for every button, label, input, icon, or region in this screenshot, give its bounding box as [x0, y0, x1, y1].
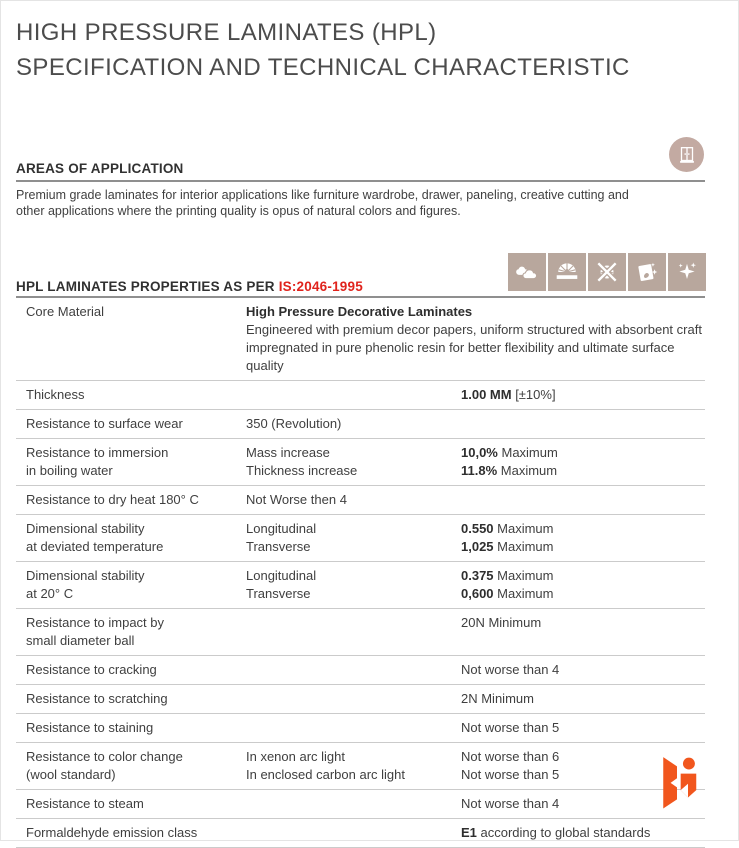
table-row: Dimensional stability at 20° C Longitudinal Transverse 0.375 Maximum 0,600 Maximum [16, 562, 705, 609]
table-row: Formaldehyde emission class E1 according to global standards [16, 819, 705, 848]
no-scouring-pad-icon [588, 253, 626, 291]
page-title-line2: SPECIFICATION AND TECHNICAL CHARACTERISTIC [16, 54, 630, 81]
table-row: Resistance to scratching 2N Minimum [16, 685, 705, 714]
property-icons [508, 253, 706, 291]
areas-underline [16, 180, 705, 182]
brand-logo-icon [655, 753, 699, 814]
page-title [16, 15, 630, 85]
properties-heading [16, 279, 363, 294]
table-row: Core Material High Pressure Decorative Laminates Engineered with premium decor papers, uniform structured with absorbent craft impregnated in pure phenolic resin for better flexibility and ultimate surface quality [16, 298, 705, 381]
areas-heading: AREAS OF APPLICATION [16, 161, 184, 176]
table-row: Resistance to impact by small diameter ball 20N Minimum [16, 609, 705, 656]
page-title-line1: HIGH PRESSURE LAMINATES (HPL) [16, 19, 437, 46]
table-row: Resistance to immersion in boiling water Mass increase Thickness increase 10,0% Maximum 11.8% Maximum [16, 439, 705, 486]
table-row: Thickness 1.00 MM [±10%] [16, 381, 705, 410]
areas-body: Premium grade laminates for interior applications like furniture wardrobe, drawer, paneling, creative cutting and other applications where the printing quality is opus of natural colors and figures. [16, 188, 629, 218]
abrasion-wheel-icon [548, 253, 586, 291]
properties-heading-standard: IS:2046-1995 [278, 279, 363, 294]
sparkle-shine-icon [668, 253, 706, 291]
wardrobe-icon [669, 137, 704, 172]
table-row: Dimensional stability at deviated temperature Longitudinal Transverse 0.550 Maximum 1,025 Maximum [16, 515, 705, 562]
properties-heading-black: HPL LAMINATES PROPERTIES AS PER [16, 279, 279, 294]
table-row: Resistance to dry heat 180° C Not Worse then 4 [16, 486, 705, 515]
steam-clouds-icon [508, 253, 546, 291]
properties-table [16, 298, 705, 848]
table-row: Resistance to surface wear 350 (Revolution) [16, 410, 705, 439]
table-row: Resistance to color change (wool standard) In xenon arc light In enclosed carbon arc light Not worse than 6 Not worse than 5 [16, 743, 705, 790]
table-row: Resistance to steam Not worse than 4 [16, 790, 705, 819]
table-row: Resistance to cracking Not worse than 4 [16, 656, 705, 685]
easy-clean-wipe-icon [628, 253, 666, 291]
table-row: Resistance to staining Not worse than 5 [16, 714, 705, 743]
